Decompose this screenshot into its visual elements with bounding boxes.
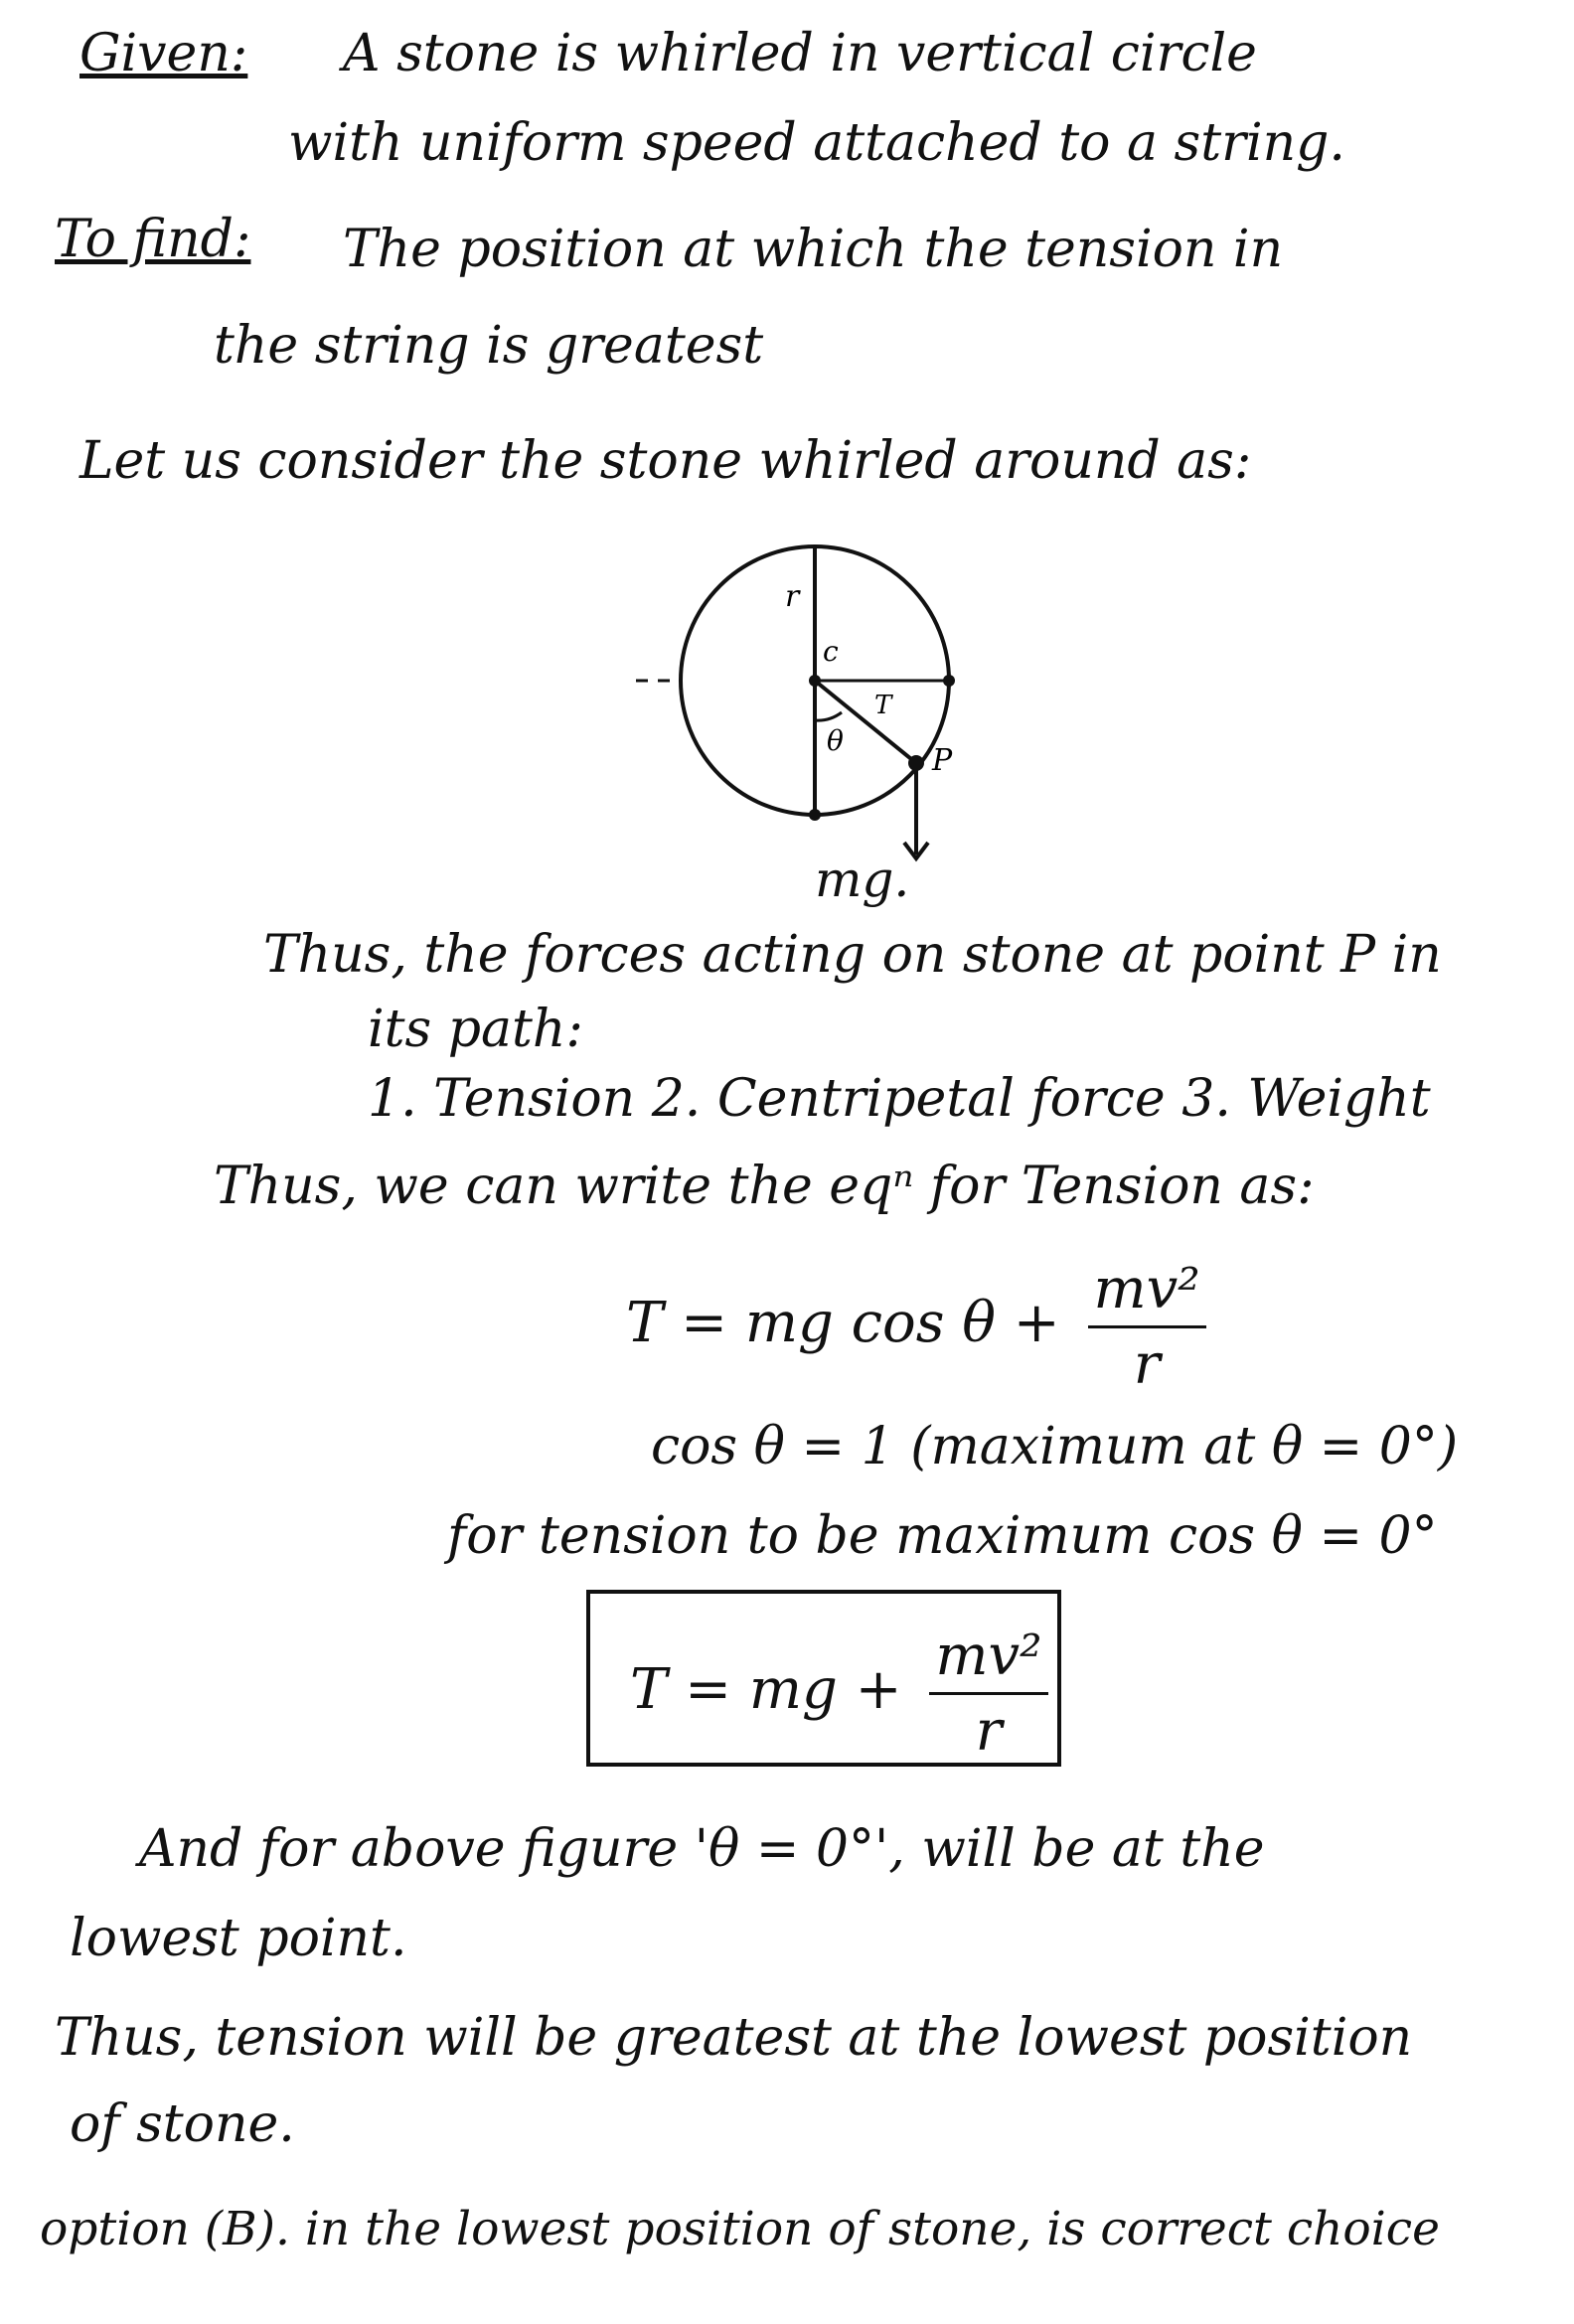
lowest-point (809, 809, 821, 821)
conclusion-line-1: And for above figure 'θ = 0°', will be at the (139, 1819, 1265, 1879)
boxed-result (586, 1590, 1061, 1767)
tension-label: T (874, 691, 892, 720)
point-p-label: P (932, 743, 953, 778)
boxed-equation-denominator: r (975, 1699, 1003, 1764)
boxed-equation-numerator: mv² (929, 1624, 1047, 1695)
conclusion-line-3: Thus, tension will be greatest at the lowest position (55, 2008, 1413, 2068)
tension-equation-lhs: T = mg cos θ + (626, 1291, 1060, 1355)
side-point (943, 675, 955, 687)
to-find-line-1: The position at which the tension in (343, 220, 1284, 279)
given-label: Given: (79, 24, 248, 83)
conclusion-line-4: of stone. (70, 2094, 295, 2154)
maximum-condition-line: for tension to be maximum cos θ = 0° (447, 1506, 1438, 1566)
radius-label: r (785, 579, 800, 614)
forces-line-1: Thus, the forces acting on stone at point P in (263, 925, 1442, 985)
given-line-1: A stone is whirled in vertical circle (343, 24, 1257, 83)
tension-equation-numerator: mv² (1088, 1257, 1206, 1328)
to-find-label: To find: (55, 210, 251, 269)
forces-list: 1. Tension 2. Centripetal force 3. Weight (368, 1069, 1431, 1129)
weight-label: mg. (815, 851, 910, 908)
conclusion-line-2: lowest point. (70, 1909, 407, 1968)
tension-equation-fraction (1088, 1257, 1206, 1397)
theta-arc (815, 712, 842, 720)
center-point (809, 675, 821, 687)
equation-intro: Thus, we can write the eqⁿ for Tension as: (214, 1157, 1315, 1216)
boxed-equation (630, 1624, 1048, 1764)
boxed-equation-lhs: T = mg + (630, 1657, 902, 1722)
theta-label: θ (827, 724, 844, 757)
center-label: c (823, 635, 839, 668)
forces-line-2: its path: (368, 1000, 583, 1059)
conclusion-line-5: option (B). in the lowest position of stone, is correct choice (40, 2202, 1440, 2256)
tension-equation (626, 1257, 1206, 1397)
to-find-line-2: the string is greatest (214, 316, 764, 376)
intro-line: Let us consider the stone whirled around as: (79, 431, 1252, 491)
tension-equation-denominator: r (1133, 1332, 1161, 1397)
given-line-2: with uniform speed attached to a string. (288, 113, 1345, 173)
cos-theta-line: cos θ = 1 (maximum at θ = 0°) (651, 1417, 1459, 1476)
boxed-equation-fraction (929, 1624, 1047, 1764)
circle-diagram (636, 537, 994, 894)
